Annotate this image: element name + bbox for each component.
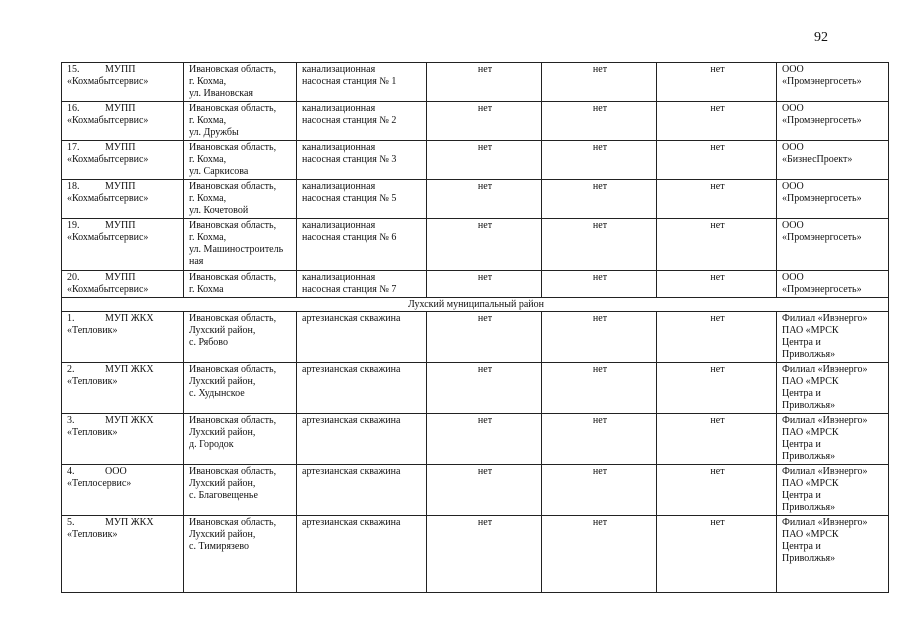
- org-name: «Тепловик»: [67, 376, 118, 387]
- object-cell-line: артезианская скважина: [302, 364, 401, 375]
- address-cell-line: ная: [189, 256, 204, 267]
- operator-cell-line: Центра и: [782, 490, 821, 501]
- value-cell: нет: [657, 312, 777, 363]
- value-cell: нет: [657, 141, 777, 180]
- operator-cell-line: «Промэнергосеть»: [782, 115, 862, 126]
- org-type: МУП ЖКХ: [105, 313, 154, 324]
- operator-cell: [777, 219, 889, 271]
- operator-cell: [777, 63, 889, 102]
- org-type: МУПП: [105, 142, 136, 153]
- address-cell-line: Ивановская область,: [189, 313, 277, 324]
- object-cell: [297, 312, 427, 363]
- operator-cell-line: Центра и: [782, 541, 821, 552]
- address-cell-line: г. Кохма,: [189, 115, 227, 126]
- row-number: 17.: [67, 142, 80, 153]
- value-cell: нет: [657, 102, 777, 141]
- org-name: «Кохмабытсервис»: [67, 76, 149, 87]
- operator-cell-line: Приволжья»: [782, 553, 836, 564]
- value-cell: нет: [542, 102, 657, 141]
- table-row: [62, 102, 889, 141]
- object-cell-line: насосная станция № 3: [302, 154, 397, 165]
- object-cell-line: артезианская скважина: [302, 517, 401, 528]
- object-cell-line: артезианская скважина: [302, 313, 401, 324]
- operator-cell-line: Центра и: [782, 337, 821, 348]
- object-cell: [297, 180, 427, 219]
- row-number: 2.: [67, 364, 75, 375]
- object-cell: [297, 516, 427, 593]
- address-cell-line: Ивановская область,: [189, 272, 277, 283]
- operator-cell-line: ПАО «МРСК: [782, 376, 839, 387]
- value-cell: нет: [542, 271, 657, 298]
- organization-cell: [62, 63, 184, 102]
- address-cell: [184, 102, 297, 141]
- operator-cell-line: ООО: [782, 181, 804, 192]
- value-cell: нет: [427, 219, 542, 271]
- value-cell: нет: [427, 363, 542, 414]
- org-name: «Тепловик»: [67, 325, 118, 336]
- row-number: 18.: [67, 181, 80, 192]
- address-cell-line: с. Благовещенье: [189, 490, 258, 501]
- operator-cell: [777, 312, 889, 363]
- row-number: 1.: [67, 313, 75, 324]
- address-cell-line: Лухский район,: [189, 529, 256, 540]
- value-cell: нет: [657, 414, 777, 465]
- value-cell: нет: [427, 516, 542, 593]
- row-number: 15.: [67, 64, 80, 75]
- value-cell: нет: [427, 102, 542, 141]
- table-body-lukh: [62, 312, 889, 593]
- object-cell: [297, 141, 427, 180]
- operator-cell-line: ПАО «МРСК: [782, 478, 839, 489]
- object-cell: [297, 102, 427, 141]
- address-cell-line: г. Кохма,: [189, 193, 227, 204]
- operator-cell: [777, 516, 889, 593]
- operator-cell-line: ООО: [782, 272, 804, 283]
- value-cell: нет: [427, 141, 542, 180]
- organization-cell: [62, 363, 184, 414]
- operator-cell-line: Филиал «Ивэнерго»: [782, 364, 868, 375]
- table-row: [62, 414, 889, 465]
- operator-cell-line: ООО: [782, 103, 804, 114]
- table-body-kokhma: [62, 63, 889, 298]
- value-cell: нет: [427, 414, 542, 465]
- operator-cell-line: ПАО «МРСК: [782, 325, 839, 336]
- address-cell-line: с. Худынское: [189, 388, 245, 399]
- address-cell-line: Ивановская область,: [189, 220, 277, 231]
- object-cell-line: канализационная: [302, 64, 376, 75]
- operator-cell-line: Филиал «Ивэнерго»: [782, 517, 868, 528]
- org-name: «Кохмабытсервис»: [67, 284, 149, 295]
- operator-cell-line: «Промэнергосеть»: [782, 232, 862, 243]
- org-name: «Тепловик»: [67, 529, 118, 540]
- organization-cell: [62, 271, 184, 298]
- value-cell: нет: [542, 63, 657, 102]
- object-cell: [297, 219, 427, 271]
- address-cell: [184, 180, 297, 219]
- section-title: Лухский муниципальный район: [62, 298, 889, 312]
- value-cell: нет: [542, 141, 657, 180]
- address-cell-line: Ивановская область,: [189, 466, 277, 477]
- address-cell-line: с. Рябово: [189, 337, 228, 348]
- org-type: МУПП: [105, 64, 136, 75]
- org-name: «Кохмабытсервис»: [67, 193, 149, 204]
- object-cell: [297, 414, 427, 465]
- address-cell-line: г. Кохма,: [189, 154, 227, 165]
- value-cell: нет: [542, 414, 657, 465]
- value-cell: нет: [542, 219, 657, 271]
- address-cell-line: Ивановская область,: [189, 64, 277, 75]
- operator-cell-line: «Промэнергосеть»: [782, 193, 862, 204]
- address-cell-line: Ивановская область,: [189, 517, 277, 528]
- org-name: «Кохмабытсервис»: [67, 154, 149, 165]
- value-cell: нет: [427, 271, 542, 298]
- row-number: 20.: [67, 272, 80, 283]
- address-cell-line: Ивановская область,: [189, 364, 277, 375]
- table-row: [62, 63, 889, 102]
- address-cell-line: Ивановская область,: [189, 415, 277, 426]
- table-row: [62, 516, 889, 593]
- address-cell-line: Лухский район,: [189, 427, 256, 438]
- operator-cell-line: ООО: [782, 142, 804, 153]
- address-cell-line: ул. Ивановская: [189, 88, 253, 99]
- object-cell: [297, 271, 427, 298]
- row-number: 4.: [67, 466, 75, 477]
- object-cell: [297, 363, 427, 414]
- object-cell-line: канализационная: [302, 142, 376, 153]
- table-row: [62, 219, 889, 271]
- row-number: 5.: [67, 517, 75, 528]
- table-row: [62, 271, 889, 298]
- address-cell-line: Лухский район,: [189, 478, 256, 489]
- table-row: [62, 465, 889, 516]
- operator-cell: [777, 363, 889, 414]
- address-cell-line: Ивановская область,: [189, 103, 277, 114]
- row-number: 19.: [67, 220, 80, 231]
- operator-cell: [777, 102, 889, 141]
- organization-cell: [62, 219, 184, 271]
- operator-cell: [777, 414, 889, 465]
- address-cell-line: ул. Саркисова: [189, 166, 249, 177]
- org-type: МУП ЖКХ: [105, 415, 154, 426]
- address-cell-line: Лухский район,: [189, 376, 256, 387]
- org-type: МУПП: [105, 181, 136, 192]
- object-cell: [297, 63, 427, 102]
- org-type: МУПП: [105, 103, 136, 114]
- object-cell-line: артезианская скважина: [302, 415, 401, 426]
- operator-cell-line: Приволжья»: [782, 349, 836, 360]
- address-cell-line: ул. Дружбы: [189, 127, 239, 138]
- row-number: 16.: [67, 103, 80, 114]
- operator-cell-line: Центра и: [782, 439, 821, 450]
- organization-cell: [62, 312, 184, 363]
- address-cell: [184, 363, 297, 414]
- address-cell: [184, 141, 297, 180]
- value-cell: нет: [657, 516, 777, 593]
- row-number: 3.: [67, 415, 75, 426]
- value-cell: нет: [657, 180, 777, 219]
- organization-cell: [62, 414, 184, 465]
- object-cell: [297, 465, 427, 516]
- value-cell: нет: [542, 312, 657, 363]
- address-cell-line: ул. Машиностроитель: [189, 244, 284, 255]
- org-name: «Теплосервис»: [67, 478, 132, 489]
- table-row: [62, 312, 889, 363]
- value-cell: нет: [657, 63, 777, 102]
- address-cell-line: Лухский район,: [189, 325, 256, 336]
- operator-cell-line: ПАО «МРСК: [782, 427, 839, 438]
- value-cell: нет: [427, 465, 542, 516]
- address-cell: [184, 414, 297, 465]
- object-cell-line: насосная станция № 2: [302, 115, 397, 126]
- org-type: МУП ЖКХ: [105, 517, 154, 528]
- value-cell: нет: [657, 271, 777, 298]
- operator-cell-line: Центра и: [782, 388, 821, 399]
- org-type: МУП ЖКХ: [105, 364, 154, 375]
- operator-cell: [777, 180, 889, 219]
- value-cell: нет: [542, 363, 657, 414]
- object-cell-line: канализационная: [302, 272, 376, 283]
- object-cell-line: насосная станция № 7: [302, 284, 397, 295]
- operator-cell-line: «Промэнергосеть»: [782, 76, 862, 87]
- value-cell: нет: [657, 219, 777, 271]
- operator-cell: [777, 271, 889, 298]
- org-name: «Тепловик»: [67, 427, 118, 438]
- org-type: МУПП: [105, 272, 136, 283]
- address-cell-line: с. Тимирязево: [189, 541, 249, 552]
- object-cell-line: насосная станция № 1: [302, 76, 397, 87]
- organization-cell: [62, 180, 184, 219]
- operator-cell-line: Приволжья»: [782, 451, 836, 462]
- address-cell-line: Ивановская область,: [189, 142, 277, 153]
- operator-cell-line: «БизнесПроект»: [782, 154, 853, 165]
- org-name: «Кохмабытсервис»: [67, 232, 149, 243]
- address-cell-line: г. Кохма,: [189, 232, 227, 243]
- organization-cell: [62, 516, 184, 593]
- value-cell: нет: [542, 516, 657, 593]
- address-cell-line: г. Кохма: [189, 284, 224, 295]
- operator-cell-line: Приволжья»: [782, 502, 836, 513]
- address-cell: [184, 516, 297, 593]
- facilities-table: [61, 62, 889, 593]
- value-cell: нет: [542, 465, 657, 516]
- operator-cell-line: ООО: [782, 64, 804, 75]
- object-cell-line: насосная станция № 6: [302, 232, 397, 243]
- value-cell: нет: [427, 180, 542, 219]
- organization-cell: [62, 465, 184, 516]
- section-row: [62, 298, 889, 312]
- address-cell: [184, 312, 297, 363]
- org-type: ООО: [105, 466, 127, 477]
- address-cell: [184, 465, 297, 516]
- address-cell-line: Ивановская область,: [189, 181, 277, 192]
- value-cell: нет: [427, 63, 542, 102]
- address-cell-line: ул. Кочетовой: [189, 205, 249, 216]
- operator-cell-line: Филиал «Ивэнерго»: [782, 466, 868, 477]
- value-cell: нет: [427, 312, 542, 363]
- object-cell-line: насосная станция № 5: [302, 193, 397, 204]
- operator-cell-line: Приволжья»: [782, 400, 836, 411]
- object-cell-line: канализационная: [302, 103, 376, 114]
- operator-cell: [777, 141, 889, 180]
- table-row: [62, 141, 889, 180]
- section-header-group: [62, 298, 889, 312]
- value-cell: нет: [657, 363, 777, 414]
- object-cell-line: канализационная: [302, 220, 376, 231]
- value-cell: нет: [542, 180, 657, 219]
- address-cell-line: д. Городок: [189, 439, 234, 450]
- org-name: «Кохмабытсервис»: [67, 115, 149, 126]
- table-row: [62, 363, 889, 414]
- address-cell-line: г. Кохма,: [189, 76, 227, 87]
- operator-cell-line: ПАО «МРСК: [782, 529, 839, 540]
- organization-cell: [62, 141, 184, 180]
- object-cell-line: артезианская скважина: [302, 466, 401, 477]
- object-cell-line: канализационная: [302, 181, 376, 192]
- operator-cell-line: Филиал «Ивэнерго»: [782, 313, 868, 324]
- address-cell: [184, 219, 297, 271]
- operator-cell: [777, 465, 889, 516]
- value-cell: нет: [657, 465, 777, 516]
- operator-cell-line: ООО: [782, 220, 804, 231]
- page-number: 92: [814, 30, 828, 45]
- operator-cell-line: «Промэнергосеть»: [782, 284, 862, 295]
- address-cell: [184, 63, 297, 102]
- organization-cell: [62, 102, 184, 141]
- operator-cell-line: Филиал «Ивэнерго»: [782, 415, 868, 426]
- address-cell: [184, 271, 297, 298]
- table-row: [62, 180, 889, 219]
- org-type: МУПП: [105, 220, 136, 231]
